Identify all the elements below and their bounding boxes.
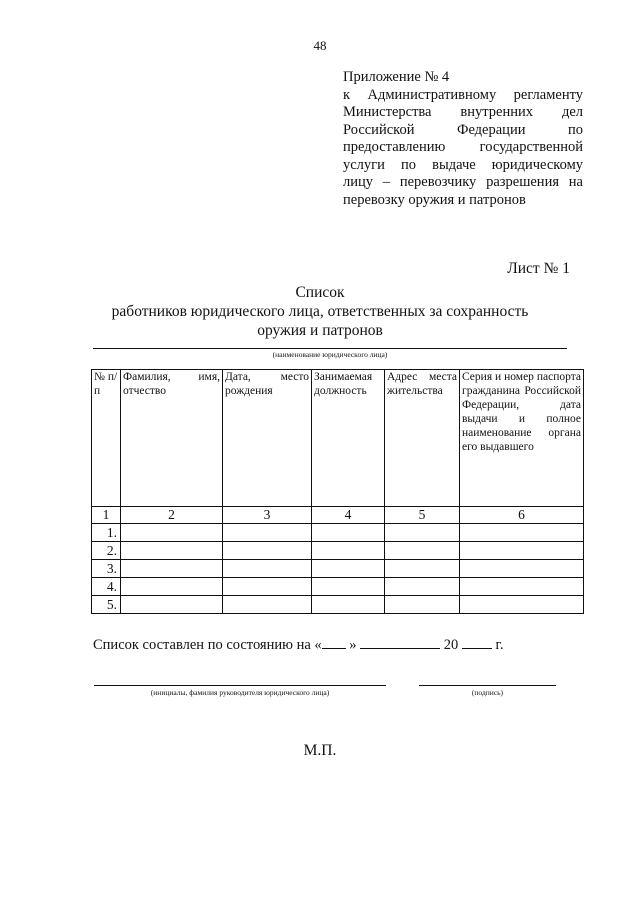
column-number: 5: [385, 507, 460, 524]
signature-caption: (подпись): [471, 688, 504, 697]
sheet-label: Лист № 1: [507, 260, 570, 277]
appendix-line: услуги по выдаче юридическому: [343, 156, 583, 173]
column-number: 2: [121, 507, 223, 524]
appendix-line: Министерства внутренних дел: [343, 104, 583, 120]
day-blank[interactable]: [322, 636, 346, 649]
row-number: 1.: [92, 524, 121, 542]
org-name-caption: (наименование юридического лица): [272, 350, 388, 359]
head-name-caption: (инициалы, фамилия руководителя юридического лица): [150, 688, 330, 697]
table-row: [92, 596, 584, 614]
org-name-line: [93, 348, 567, 349]
column-number-row: [92, 507, 584, 524]
column-header-passport: Серия и номер паспорта гражданина Российской Федерации, дата выдачи и полное наименование органа его выдавшего: [460, 370, 584, 507]
table-cell[interactable]: [460, 578, 584, 596]
table-row: [92, 524, 584, 542]
column-number: 1: [92, 507, 121, 524]
table-cell[interactable]: [312, 560, 385, 578]
table-row: [92, 578, 584, 596]
table-cell[interactable]: [385, 524, 460, 542]
column-header-name: Фамилия, имя, отчество: [121, 370, 223, 507]
table-cell[interactable]: [121, 560, 223, 578]
appendix-line: предоставлению государственной: [343, 139, 583, 155]
table-row: [92, 542, 584, 560]
row-number: 3.: [92, 560, 121, 578]
appendix-line: к Административному регламенту: [343, 86, 583, 103]
appendix-line: перевозку оружия и патронов: [343, 191, 526, 208]
table-cell[interactable]: [385, 578, 460, 596]
column-header-position: Занимаемая должность: [312, 370, 385, 507]
column-header-address: Адрес места жительства: [385, 370, 460, 507]
year-prefix: 20: [443, 637, 459, 653]
column-header-birth: Дата, место рождения: [223, 370, 312, 507]
column-header-number: № п/п: [92, 370, 121, 507]
row-number: 5.: [92, 596, 121, 614]
table-cell[interactable]: [312, 596, 385, 614]
table-cell[interactable]: [223, 560, 312, 578]
table-cell[interactable]: [223, 542, 312, 560]
table-cell[interactable]: [223, 596, 312, 614]
signature-line[interactable]: [419, 685, 556, 686]
table-cell[interactable]: [385, 542, 460, 560]
month-blank[interactable]: [360, 636, 440, 649]
appendix-line: Российской Федерации по: [343, 121, 583, 138]
title-line: оружия и патронов: [257, 322, 383, 339]
table-cell[interactable]: [312, 578, 385, 596]
appendix-header: [343, 69, 583, 209]
column-number: 4: [312, 507, 385, 524]
row-number: 2.: [92, 542, 121, 560]
year-blank[interactable]: [462, 636, 492, 649]
table-cell[interactable]: [121, 578, 223, 596]
column-number: 3: [223, 507, 312, 524]
table-cell[interactable]: [460, 560, 584, 578]
page-number: 48: [313, 38, 327, 53]
head-name-line[interactable]: [94, 685, 386, 686]
year-suffix: г.: [495, 637, 504, 653]
table-row: [92, 560, 584, 578]
table-cell[interactable]: [223, 578, 312, 596]
compiled-date-statement: [93, 636, 503, 654]
table-cell[interactable]: [121, 542, 223, 560]
statement-quote: »: [349, 637, 357, 653]
statement-text: Список составлен по состоянию на «: [93, 637, 322, 653]
table-cell[interactable]: [385, 596, 460, 614]
table-cell[interactable]: [460, 596, 584, 614]
appendix-line: Приложение № 4: [343, 69, 450, 85]
title-line: работников юридического лица, ответственных за сохранность: [111, 303, 529, 320]
employee-table: [91, 369, 584, 614]
column-number: 6: [460, 507, 584, 524]
title-line: Список: [295, 284, 345, 301]
document-title: [0, 283, 640, 340]
row-number: 4.: [92, 578, 121, 596]
appendix-line: лицу – перевозчику разрешения на: [343, 174, 583, 190]
table-header-row: [92, 370, 584, 507]
table-cell[interactable]: [223, 524, 312, 542]
table-cell[interactable]: [121, 524, 223, 542]
table-cell[interactable]: [312, 542, 385, 560]
table-cell[interactable]: [460, 542, 584, 560]
table-cell[interactable]: [460, 524, 584, 542]
stamp-label: М.П.: [303, 742, 337, 759]
table-cell[interactable]: [121, 596, 223, 614]
table-cell[interactable]: [312, 524, 385, 542]
table-cell[interactable]: [385, 560, 460, 578]
